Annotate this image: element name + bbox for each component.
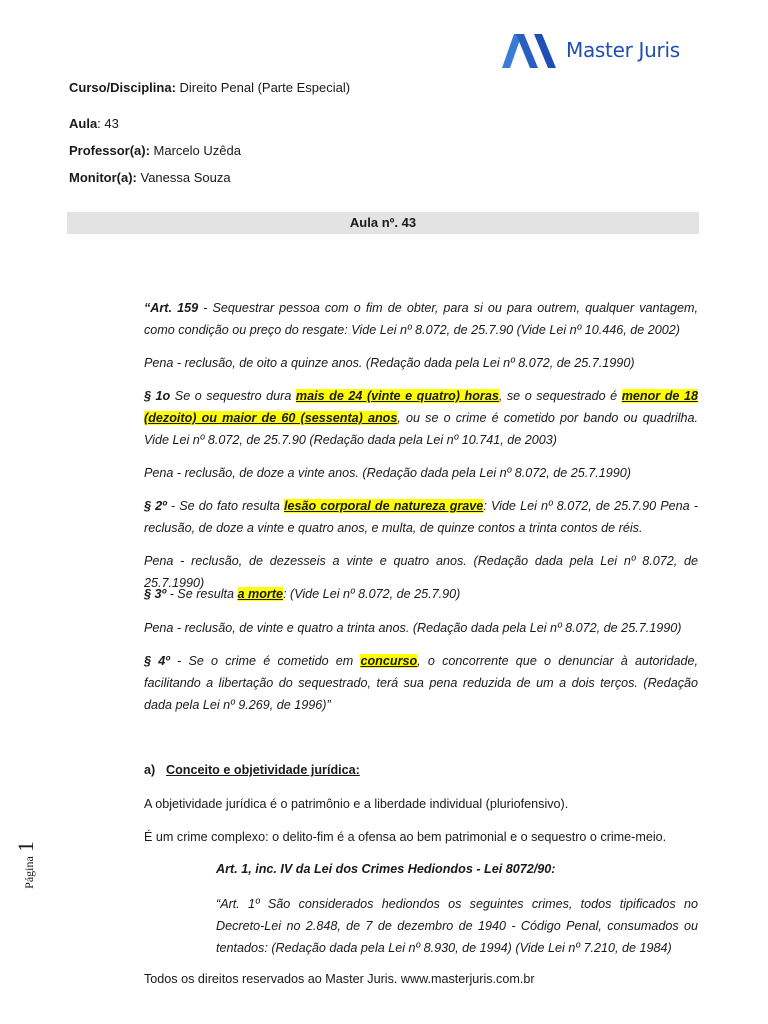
lei-hediondos-title: Art. 1, inc. IV da Lei dos Crimes Hediondos - Lei 8072/90: (216, 862, 556, 876)
pena-1: Pena - reclusão, de oito a quinze anos. (Redação dada pela Lei nº 8.072, de 25.7.1990) (144, 356, 635, 370)
brand-logo (500, 30, 680, 70)
highlight-morte: a morte (237, 587, 284, 601)
monitor-value: Vanessa Souza (136, 170, 231, 185)
aula-line (69, 116, 119, 131)
paragrafo-3-lead: § 3º (144, 587, 167, 601)
paragrafo-1-lead: § 1o (144, 389, 171, 403)
curso-value: Direito Penal (Parte Especial) (175, 80, 351, 95)
art-159-text: - Sequestrar pessoa com o fim de obter, para si ou para outrem, qualquer vantagem, como condição ou preço do resgate: Vide Lei nº 8.072, de 25.7.90 (Vide Lei nº 10.446, de 2002) (144, 301, 698, 337)
aula-value: : 43 (97, 116, 119, 131)
section-a-title: Conceito e objetividade jurídica: (166, 763, 360, 777)
paragrafo-4-text-b: , o concorrente que o denunciar à autoridade, facilitando a libertação do sequestrado, terá sua pena reduzida de um a dois terços. (Redação dada pela Lei nº 9.269, de 1996)” (144, 654, 698, 712)
paragrafo-2-text-b: : Vide Lei nº 8.072, de 25.7.90 Pena - reclusão, de doze a vinte e quatro anos, e multa, de quinze contos a trinta contos de réis. (144, 499, 699, 535)
paragrafo-4 (144, 650, 698, 716)
art-159-lead: “Art. 159 (144, 301, 199, 315)
aula-label: Aula (69, 116, 98, 131)
crime-complexo-paragraph: É um crime complexo: o delito-fim é a ofensa ao bem patrimonial e o sequestro o crime-meio. (144, 830, 667, 844)
pena-2: Pena - reclusão, de doze a vinte anos. (Redação dada pela Lei nº 8.072, de 25.7.1990) (144, 466, 632, 480)
highlight-lesao-grave: lesão corporal de natureza grave (284, 499, 484, 513)
highlight-idade: menor de 18 (dezoito) ou maior de 60 (sessenta) anos (144, 389, 698, 425)
master-juris-logo-icon (500, 30, 558, 70)
paragrafo-2-lead: § 2º (144, 499, 167, 513)
curso-label: Curso/Disciplina: (69, 80, 176, 95)
pena-3: Pena - reclusão, de dezesseis a vinte e quatro anos. (Redação dada pela Lei nº 8.072, de 25.7.1990) (144, 554, 698, 590)
paragrafo-1-text-a: Se o sequestro dura (170, 389, 296, 403)
paragrafo-2 (144, 495, 698, 539)
paragrafo-1 (144, 385, 698, 451)
section-a-heading (144, 763, 360, 777)
paragrafo-3-text-a: - Se resulta (166, 587, 238, 601)
professor-line (69, 143, 241, 158)
monitor-line (69, 170, 231, 185)
objetividade-paragraph: A objetividade jurídica é o patrimônio e a liberdade individual (pluriofensivo). (144, 797, 569, 811)
paragrafo-3-text-b: : (Vide Lei nº 8.072, de 25.7.90) (283, 587, 461, 601)
page-label: Página (21, 856, 36, 889)
professor-label: Professor(a): (69, 143, 150, 158)
highlight-concurso: concurso (360, 654, 418, 668)
section-a-letter: a) (144, 763, 156, 777)
art-159-paragraph (144, 297, 698, 341)
paragrafo-2-text-a: - Se do fato resulta (166, 499, 285, 513)
professor-value: Marcelo Uzêda (149, 143, 241, 158)
page-number: 1 (12, 841, 38, 853)
paragrafo-4-lead: § 4º (144, 654, 170, 668)
pena-4: Pena - reclusão, de vinte e quatro a trinta anos. (Redação dada pela Lei nº 8.072, de 25.7.1990) (144, 621, 682, 635)
paragrafo-1-text-b: , se o sequestrado é (498, 389, 622, 403)
paragrafo-1-text-c: , ou se o crime é cometido por bando ou quadrilha. Vide Lei nº 8.072, de 25.7.90 (Redação dada pela Lei nº 10.741, de 2003) (144, 411, 699, 447)
monitor-label: Monitor(a): (69, 170, 137, 185)
paragrafo-4-text-a: - Se o crime é cometido em (169, 654, 361, 668)
page-number-vertical (12, 832, 44, 892)
paragrafo-3 (144, 583, 698, 605)
footer-copyright: Todos os direitos reservados ao Master Juris. www.masterjuris.com.br (144, 972, 535, 986)
brand-name: Master Juris (566, 38, 680, 62)
aula-heading-bar: Aula nº. 43 (67, 212, 699, 234)
lei-hediondos-text: “Art. 1º São considerados hediondos os seguintes crimes, todos tipificados no Decreto-Lei no 2.848, de 7 de dezembro de 1940 - Código Penal, consumados ou tentados: (Redação dada pela Lei nº 8.930, de 1994) (Vide Lei nº 7.210, de 1984) (216, 897, 698, 955)
highlight-24-horas: mais de 24 (vinte e quatro) horas (295, 389, 499, 403)
curso-line (69, 80, 350, 95)
